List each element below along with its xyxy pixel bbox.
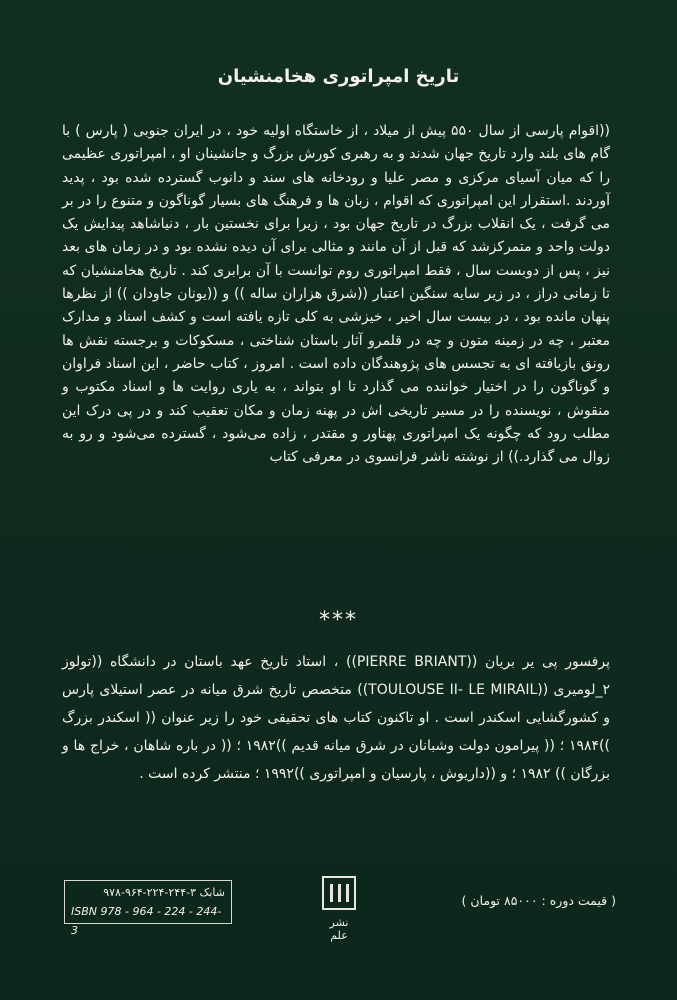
- section-separator: ***: [319, 608, 358, 633]
- publisher-name: نشر علم: [329, 916, 349, 942]
- price-label: ( قیمت دوره : ۸۵۰۰۰ تومان ): [461, 893, 616, 908]
- publisher-logo: [320, 876, 358, 946]
- isbn-english: ISBN 978 - 964 - 224 - 244-3: [71, 905, 222, 937]
- publisher-logo-icon: [322, 876, 356, 910]
- book-title: تاریخ امپراتوری هخامنشیان: [217, 66, 460, 87]
- author-bio: [62, 648, 610, 788]
- isbn-persian: شابک ۳-۲۴۴-۲۲۴-۹۶۴-۹۷۸: [103, 886, 225, 899]
- isbn-box: [64, 880, 232, 937]
- description-paragraph: ((اقوام پارسی از سال ۵۵۰ پیش از میلاد ، از خاستگاه اولیه خود ، در ایران جنوبی ( پارس ) با گام های بلند وارد تاریخ جهان شدند و به رهبری کورش بزرگ و جانشینان او ، امپراتوری عظیمی را که میان آسیای مرکزی و مصر علیا و رودخانه های سند و دانوب گسترده شده بود ، پدید آوردند .استقرار این امپراتوری که اقوام ، زبان ها و فرهنگ های بسیار گوناگون و متنوع را در بر می گرفت ، یک انقلاب بزرگ در تاریخ جهان بود ، زیرا برای نخستین بار ، دنیاشاهد پیدایش یک دولت واحد و متمرکزشد که قبل از آن مانند و مثالی برای آن دیده نشده بود و در زمان های بعد نیز ، پس از دوبست سال ، فقط امپراتوری روم توانست با آن برابری کند . تاریخ هخامنشیان که تا زمانی دراز ، در زیر سایه سنگین اعتبار ((شرق هزاران ساله )) و ((یونان جاودان )) از نظرها پنهان مانده بود ، در بیست سال اخیر ، خیزشی به کلی تازه یافته است و کشف اسناد و مدارک معتبر ، چه در زمینه متون و چه در قلمرو آثار باستان شناختی ، مسکوکات و برجسته نقش ها رونق بازیافته ای به تجسس های پژوهندگان داده است . امروز ، کتاب حاضر ، این اسناد فراوان و گوناگون را در اختیار خواننده می گذارد تا او بتواند ، به یاری روایت ها و اسناد مکتوب و منقوش ، نویسنده را در مسیر تاریخی اش در پهنه زمان و مکان تعقیب کند و در پی درک این مطلب رود که چگونه یک امپراتوری پهناور و مقتدر ، زاده می‌شود ، گسترده می‌شود و رو به زوال می گذارد.)) از نوشته ناشر فرانسوی در معرفی کتاب: [62, 123, 610, 466]
- description-text: [62, 120, 610, 469]
- author-paragraph: پرفسور پی یر بریان ((PIERRE BRIANT)) ، استاد تاریخ عهد باستان در دانشگاه ((تولوز ۲_لومیری ((TOULOUSE II- LE MIRAIL)) متخصص تاریخ شرق میانه در عصر استیلای پارس و کشورگشایی اسکندر است . او تاکنون کتاب های تحقیقی خود را زیر عنوان (( اسکندر بزرگ ))۱۹۸۴ ؛ (( پیرامون دولت وشبانان در شرق میانه قدیم ))۱۹۸۲ ؛ (( در باره شاهان ، خراج ها و بزرگان )) ۱۹۸۲ ؛ و ((داریوش ، پارسیان و امپراتوری ))۱۹۹۲ ؛ منتشر کرده است .: [62, 654, 610, 782]
